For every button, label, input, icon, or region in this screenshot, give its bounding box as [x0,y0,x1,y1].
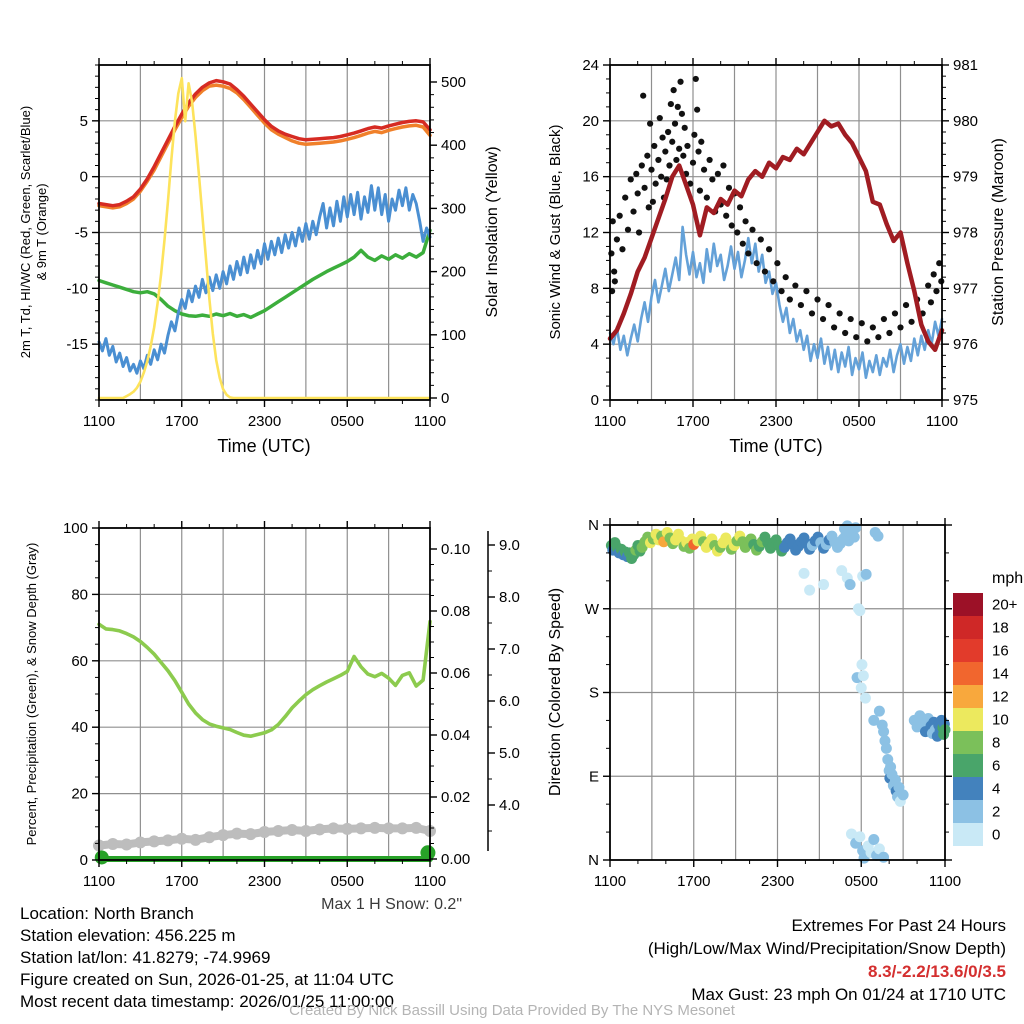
svg-text:5.0: 5.0 [499,745,520,762]
svg-text:6.0: 6.0 [499,693,520,710]
svg-text:1700: 1700 [165,873,199,890]
svg-text:4: 4 [992,780,1001,798]
footer-elevation: Station elevation: 456.225 m [20,926,236,945]
svg-text:0.10: 0.10 [441,541,471,558]
svg-text:1700: 1700 [676,413,710,430]
svg-text:980: 980 [953,112,979,130]
svg-text:981: 981 [953,57,979,74]
footer-latlon: Station lat/lon: 41.8279; -74.9969 [20,948,271,967]
svg-text:100: 100 [62,520,88,537]
svg-text:E: E [588,768,599,786]
svg-text:1100: 1100 [413,413,447,430]
svg-text:0.08: 0.08 [441,603,471,620]
svg-text:2300: 2300 [760,873,795,890]
extremes-subtitle: (High/Low/Max Wind/Precipitation/Snow Depth) [647,939,1006,958]
svg-text:0.02: 0.02 [441,789,471,806]
svg-text:0.00: 0.00 [441,851,471,868]
svg-text:8.0: 8.0 [499,589,520,606]
svg-text:20: 20 [582,112,599,130]
svg-text:8: 8 [590,280,599,298]
svg-text:5: 5 [79,112,88,130]
svg-text:100: 100 [441,326,467,344]
svg-text:0500: 0500 [844,873,878,890]
svg-text:1100: 1100 [82,873,116,890]
svg-text:1100: 1100 [82,413,116,430]
svg-text:40: 40 [71,719,88,737]
svg-text:Solar Insolation (Yellow): Solar Insolation (Yellow) [484,146,501,318]
svg-text:16: 16 [992,642,1009,660]
svg-text:0: 0 [79,852,88,869]
svg-text:Direction (Colored By Speed): Direction (Colored By Speed) [547,587,564,797]
max-gust-label: Max Gust: 23 mph On 01/24 at 1710 UTC [691,985,1006,1004]
svg-text:60: 60 [71,652,88,670]
svg-text:0: 0 [590,392,599,409]
svg-text:1100: 1100 [413,873,447,890]
svg-text:& 9m T (Orange): & 9m T (Orange) [34,183,49,281]
svg-text:4.0: 4.0 [499,797,520,814]
svg-text:6: 6 [992,757,1001,775]
svg-text:N: N [588,517,599,534]
svg-text:0.04: 0.04 [441,727,471,744]
svg-text:8: 8 [992,734,1001,752]
svg-text:Percent, Precipitation (Green): Percent, Precipitation (Green), & Snow Depth (Gray) [24,542,39,846]
svg-text:80: 80 [71,586,88,604]
svg-text:500: 500 [441,74,467,91]
extremes-values: 8.3/-2.2/13.6/0/3.5 [868,962,1006,981]
svg-text:S: S [588,684,599,702]
max-snow-label: Max 1 H Snow: 0.2" [321,896,462,913]
svg-text:400: 400 [441,137,467,155]
svg-text:977: 977 [953,280,979,298]
svg-text:0.06: 0.06 [441,665,471,682]
svg-text:20+: 20+ [992,596,1018,614]
svg-text:0: 0 [992,826,1001,844]
svg-text:300: 300 [441,200,467,218]
svg-text:0: 0 [79,168,88,186]
svg-text:0: 0 [441,390,450,407]
svg-text:9.0: 9.0 [499,537,520,554]
svg-text:12: 12 [582,224,599,242]
svg-text:2300: 2300 [247,873,282,890]
svg-text:16: 16 [582,168,599,186]
svg-text:-5: -5 [74,224,88,242]
svg-text:1100: 1100 [928,873,962,890]
svg-text:18: 18 [992,619,1009,637]
svg-text:Time (UTC): Time (UTC) [217,436,311,456]
svg-text:N: N [588,852,599,869]
svg-text:7.0: 7.0 [499,641,520,658]
svg-text:976: 976 [953,336,979,354]
footer-timestamp: Most recent data timestamp: 2026/01/25 11:00:00 [20,992,394,1011]
svg-text:0500: 0500 [842,413,876,430]
svg-text:W: W [584,600,599,618]
svg-text:14: 14 [992,665,1009,683]
credit-line: Created By Nick Bassill Using Data Provided By The NYS Mesonet [289,1002,735,1019]
svg-text:20: 20 [71,785,88,803]
svg-text:mph: mph [992,570,1024,587]
svg-text:2300: 2300 [759,413,793,430]
svg-text:0500: 0500 [330,873,364,890]
svg-text:-15: -15 [66,336,88,354]
svg-text:200: 200 [441,263,467,281]
footer-location: Location: North Branch [20,904,194,923]
svg-text:12: 12 [992,688,1009,706]
svg-text:2300: 2300 [247,413,282,430]
svg-text:4: 4 [590,336,599,354]
svg-text:2m T, Td, HI/WC (Red, Green, S: 2m T, Td, HI/WC (Red, Green, Scarlet/Blue) [18,105,33,359]
svg-text:978: 978 [953,224,979,242]
svg-text:24: 24 [582,57,599,74]
svg-text:1700: 1700 [165,413,199,430]
svg-text:-10: -10 [66,280,88,298]
svg-text:Station Pressure (Maroon): Station Pressure (Maroon) [990,138,1007,326]
footer-created: Figure created on Sun, 2026-01-25, at 11:04 UTC [20,970,394,989]
svg-text:10: 10 [992,711,1009,729]
extremes-title: Extremes For Past 24 Hours [791,916,1006,935]
svg-text:979: 979 [953,168,979,186]
svg-text:0500: 0500 [330,413,364,430]
svg-text:Sonic Wind & Gust (Blue, Black: Sonic Wind & Gust (Blue, Black) [547,124,564,340]
svg-text:1100: 1100 [593,413,627,430]
svg-text:1700: 1700 [677,873,711,890]
svg-text:2: 2 [992,803,1001,821]
svg-text:1100: 1100 [593,873,627,890]
svg-text:975: 975 [953,392,979,409]
svg-text:1100: 1100 [925,413,959,430]
svg-text:Time (UTC): Time (UTC) [729,436,823,456]
